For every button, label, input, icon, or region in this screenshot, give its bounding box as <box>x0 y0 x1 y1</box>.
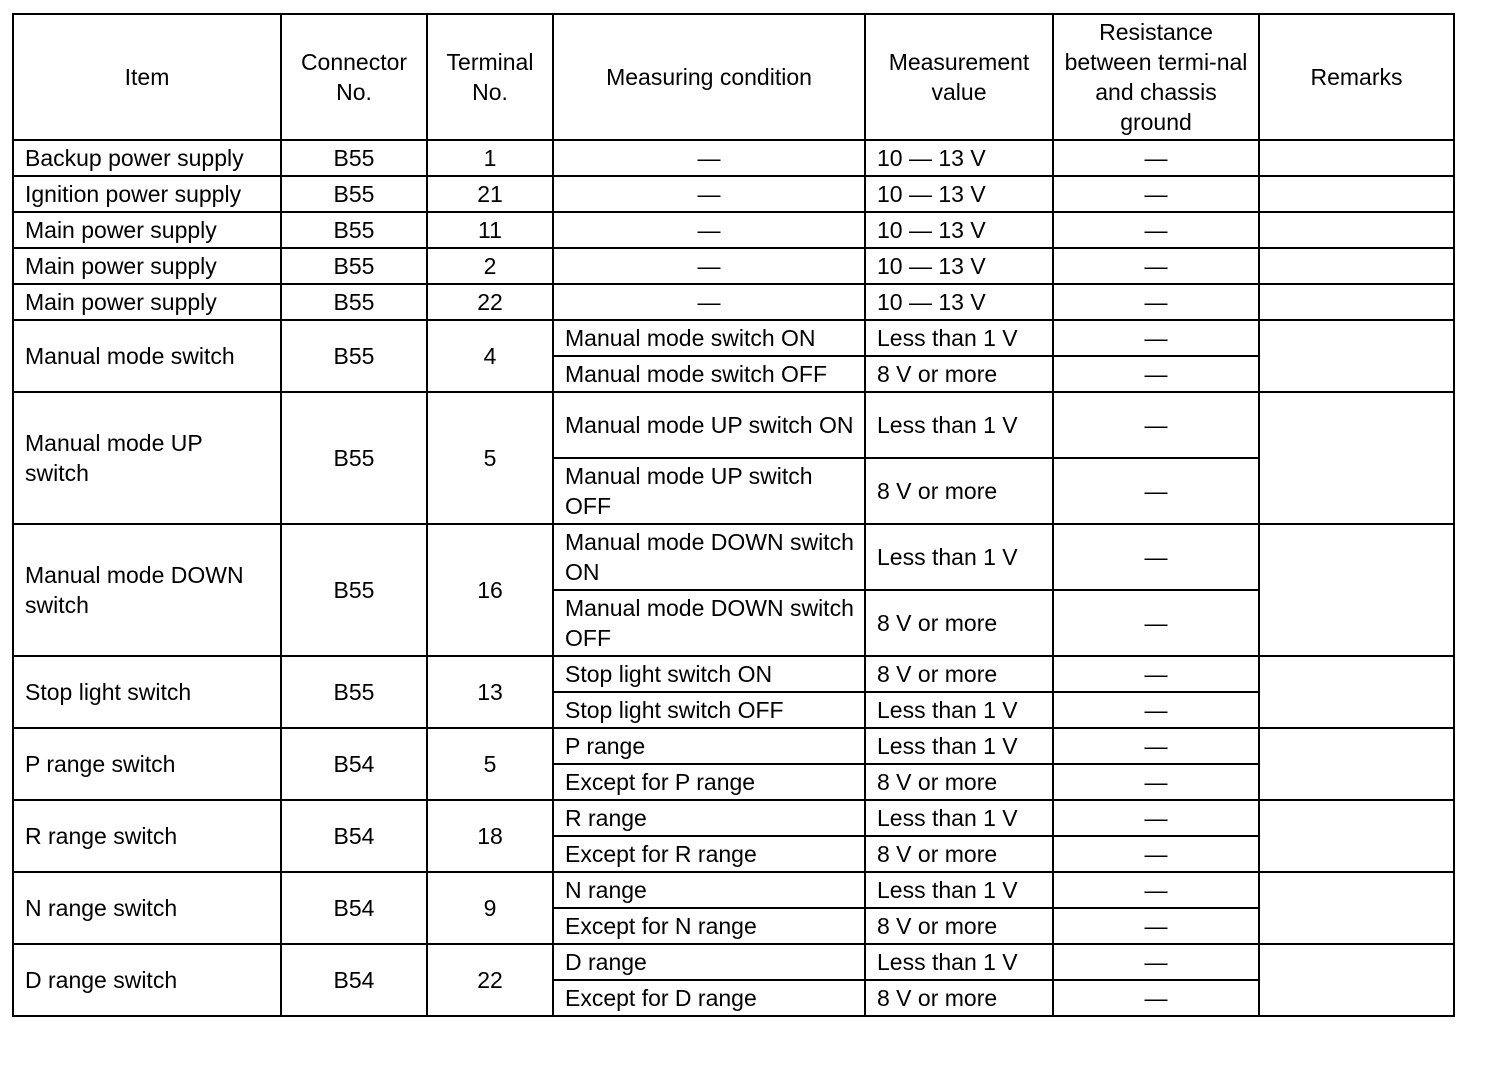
remarks-cell <box>1259 392 1454 524</box>
condition-cell: Stop light switch ON <box>553 656 865 692</box>
measurement-cell: 10 — 13 V <box>865 140 1053 176</box>
terminal-cell: 21 <box>427 176 553 212</box>
terminal-cell: 5 <box>427 728 553 800</box>
resistance-cell: — <box>1053 590 1259 656</box>
measurement-cell: Less than 1 V <box>865 728 1053 764</box>
remarks-cell <box>1259 872 1454 944</box>
remarks-cell <box>1259 212 1454 248</box>
measurement-cell: 8 V or more <box>865 764 1053 800</box>
resistance-cell: — <box>1053 248 1259 284</box>
resistance-cell: — <box>1053 764 1259 800</box>
condition-cell: R range <box>553 800 865 836</box>
connector-cell: B55 <box>281 140 427 176</box>
item-cell: Manual mode DOWN switch <box>13 524 281 656</box>
remarks-cell <box>1259 320 1454 392</box>
item-cell: Main power supply <box>13 248 281 284</box>
condition-cell: Except for P range <box>553 764 865 800</box>
item-cell: Manual mode switch <box>13 320 281 392</box>
condition-cell: Except for R range <box>553 836 865 872</box>
connector-cell: B55 <box>281 392 427 524</box>
measurement-cell: Less than 1 V <box>865 392 1053 458</box>
condition-cell: Except for N range <box>553 908 865 944</box>
measurement-cell: 10 — 13 V <box>865 284 1053 320</box>
measurement-cell: 10 — 13 V <box>865 248 1053 284</box>
condition-cell: Manual mode DOWN switch OFF <box>553 590 865 656</box>
table-row <box>13 800 1454 836</box>
remarks-cell <box>1259 176 1454 212</box>
resistance-cell: — <box>1053 176 1259 212</box>
item-cell: P range switch <box>13 728 281 800</box>
item-cell: Backup power supply <box>13 140 281 176</box>
measurement-cell: Less than 1 V <box>865 320 1053 356</box>
connector-cell: B55 <box>281 656 427 728</box>
remarks-cell <box>1259 656 1454 728</box>
measurement-cell: 8 V or more <box>865 356 1053 392</box>
resistance-cell: — <box>1053 320 1259 356</box>
condition-cell: Manual mode switch ON <box>553 320 865 356</box>
condition-cell: Stop light switch OFF <box>553 692 865 728</box>
connector-cell: B54 <box>281 872 427 944</box>
remarks-cell <box>1259 284 1454 320</box>
connector-cell: B55 <box>281 176 427 212</box>
connector-cell: B54 <box>281 800 427 872</box>
resistance-cell: — <box>1053 944 1259 980</box>
condition-cell: Manual mode DOWN switch ON <box>553 524 865 590</box>
terminal-cell: 2 <box>427 248 553 284</box>
resistance-cell: — <box>1053 728 1259 764</box>
terminal-cell: 22 <box>427 284 553 320</box>
measurement-cell: Less than 1 V <box>865 872 1053 908</box>
condition-cell: D range <box>553 944 865 980</box>
resistance-cell: — <box>1053 872 1259 908</box>
item-cell: N range switch <box>13 872 281 944</box>
resistance-cell: — <box>1053 524 1259 590</box>
header-terminal: Terminal No. <box>427 14 553 140</box>
terminal-cell: 5 <box>427 392 553 524</box>
remarks-cell <box>1259 728 1454 800</box>
item-cell: Manual mode UP switch <box>13 392 281 524</box>
condition-cell: — <box>553 284 865 320</box>
measurement-cell: Less than 1 V <box>865 800 1053 836</box>
condition-cell: Manual mode UP switch OFF <box>553 458 865 524</box>
resistance-cell: — <box>1053 392 1259 458</box>
resistance-cell: — <box>1053 980 1259 1016</box>
measurement-cell: 8 V or more <box>865 908 1053 944</box>
measurement-cell: 8 V or more <box>865 836 1053 872</box>
item-cell: Stop light switch <box>13 656 281 728</box>
resistance-cell: — <box>1053 836 1259 872</box>
table-row <box>13 212 1454 248</box>
measurement-cell: 10 — 13 V <box>865 212 1053 248</box>
connector-cell: B55 <box>281 248 427 284</box>
remarks-cell <box>1259 524 1454 656</box>
resistance-cell: — <box>1053 284 1259 320</box>
connector-cell: B55 <box>281 284 427 320</box>
resistance-cell: — <box>1053 800 1259 836</box>
resistance-cell: — <box>1053 212 1259 248</box>
condition-cell: — <box>553 176 865 212</box>
connector-cell: B55 <box>281 320 427 392</box>
table-row <box>13 944 1454 980</box>
terminal-cell: 16 <box>427 524 553 656</box>
item-cell: Ignition power supply <box>13 176 281 212</box>
header-connector: Connector No. <box>281 14 427 140</box>
measurement-cell: Less than 1 V <box>865 944 1053 980</box>
remarks-cell <box>1259 800 1454 872</box>
condition-cell: Manual mode switch OFF <box>553 356 865 392</box>
terminal-cell: 13 <box>427 656 553 728</box>
measurement-cell: 8 V or more <box>865 980 1053 1016</box>
table-row <box>13 392 1454 458</box>
table-row <box>13 656 1454 692</box>
terminal-cell: 11 <box>427 212 553 248</box>
item-cell: Main power supply <box>13 284 281 320</box>
condition-cell: — <box>553 212 865 248</box>
condition-cell: N range <box>553 872 865 908</box>
condition-cell: Except for D range <box>553 980 865 1016</box>
header-item: Item <box>13 14 281 140</box>
header-remarks: Remarks <box>1259 14 1454 140</box>
measurement-cell: Less than 1 V <box>865 524 1053 590</box>
resistance-cell: — <box>1053 458 1259 524</box>
remarks-cell <box>1259 248 1454 284</box>
remarks-cell <box>1259 140 1454 176</box>
measurement-cell: 8 V or more <box>865 656 1053 692</box>
condition-cell: Manual mode UP switch ON <box>553 392 865 458</box>
measurement-cell: 10 — 13 V <box>865 176 1053 212</box>
terminal-check-table <box>12 13 1455 1017</box>
condition-cell: — <box>553 248 865 284</box>
table-row <box>13 320 1454 356</box>
table-row <box>13 872 1454 908</box>
table-row <box>13 248 1454 284</box>
measurement-cell: Less than 1 V <box>865 692 1053 728</box>
resistance-cell: — <box>1053 656 1259 692</box>
header-row <box>13 14 1454 140</box>
resistance-cell: — <box>1053 908 1259 944</box>
connector-cell: B54 <box>281 944 427 1016</box>
resistance-cell: — <box>1053 140 1259 176</box>
item-cell: R range switch <box>13 800 281 872</box>
table-row <box>13 728 1454 764</box>
remarks-cell <box>1259 944 1454 1016</box>
item-cell: D range switch <box>13 944 281 1016</box>
terminal-cell: 1 <box>427 140 553 176</box>
header-resistance: Resistance between termi-nal and chassis ground <box>1053 14 1259 140</box>
measurement-cell: 8 V or more <box>865 590 1053 656</box>
resistance-cell: — <box>1053 692 1259 728</box>
terminal-cell: 9 <box>427 872 553 944</box>
connector-cell: B55 <box>281 524 427 656</box>
item-cell: Main power supply <box>13 212 281 248</box>
header-measurement: Measurement value <box>865 14 1053 140</box>
terminal-cell: 18 <box>427 800 553 872</box>
connector-cell: B55 <box>281 212 427 248</box>
table-row <box>13 524 1454 590</box>
resistance-cell: — <box>1053 356 1259 392</box>
measurement-cell: 8 V or more <box>865 458 1053 524</box>
condition-cell: P range <box>553 728 865 764</box>
terminal-cell: 22 <box>427 944 553 1016</box>
header-condition: Measuring condition <box>553 14 865 140</box>
table-row <box>13 284 1454 320</box>
connector-cell: B54 <box>281 728 427 800</box>
table-row <box>13 176 1454 212</box>
table-row <box>13 140 1454 176</box>
terminal-cell: 4 <box>427 320 553 392</box>
condition-cell: — <box>553 140 865 176</box>
